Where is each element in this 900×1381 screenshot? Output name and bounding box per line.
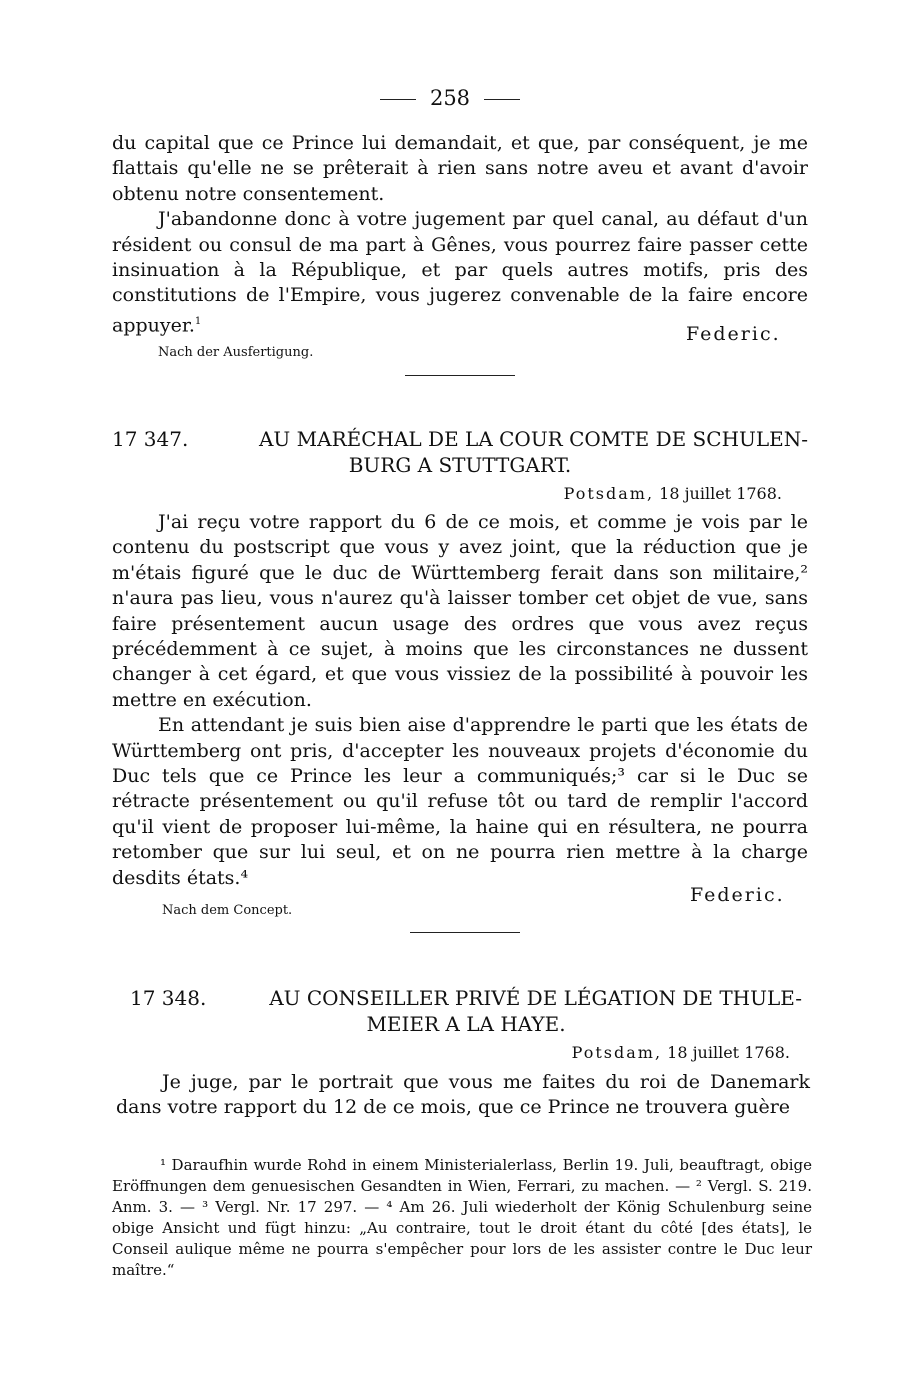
separator-rule-2 (410, 932, 520, 933)
footnotes (112, 1155, 812, 1281)
signature-2: Federic. (690, 884, 785, 906)
letter-paragraph-2: En attendant je suis bien aise d'apprendre le parti que les états de Württemberg ont pris, d'accepter les nouveaux projets d'économie du Duc tels que ce Prince les leur a communiqués;³ car si le Duc se rétracte présentement ou qu'il refuse tôt ou tard de remplir l'accord qu'il vient de proposer lui-même, la haine qui en résultera, ne pourra retomber que sur lui seul, et on ne pourra rien mettre à la charge desdits états.⁴ (112, 714, 808, 889)
letter-place-date (564, 484, 782, 503)
letter-title-line-2: MEIER A LA HAYE. (366, 1012, 566, 1036)
source-note-1: Nach der Ausfertigung. (158, 345, 314, 360)
letter-title-line-1: AU MARÉCHAL DE LA COUR COMTE DE SCHULEN- (258, 427, 808, 451)
letter-heading-17348 (130, 985, 802, 1037)
dash-left (380, 99, 416, 100)
letter-body-17347 (112, 510, 808, 891)
separator-rule-1 (405, 375, 515, 376)
letter-place: Potsdam, (571, 1043, 663, 1062)
signature-1: Federic. (686, 323, 781, 345)
dash-right (484, 99, 520, 100)
letter-heading-17347 (112, 426, 808, 478)
letter-body-17348 (116, 1070, 810, 1121)
letter-number: 17 347. (112, 427, 189, 451)
letter-title-line-2: BURG A STUTTGART. (348, 453, 572, 477)
page-number-line (0, 86, 900, 110)
continuation-text (112, 131, 808, 339)
letter-place: Potsdam, (563, 484, 655, 503)
footnote-ref-1: 1 (194, 315, 202, 327)
continuation-paragraph-1: du capital que ce Prince lui demandait, et que, par conséquent, je me flattais qu'elle ne se prêterait à rien sans notre aveu et avant d'avoir obtenu notre consentement. (112, 132, 808, 205)
letter-title-line-1: AU CONSEILLER PRIVÉ DE LÉGATION DE THULE- (269, 986, 802, 1010)
source-note-2: Nach dem Concept. (162, 903, 293, 918)
page-number: 258 (429, 86, 471, 110)
letter-paragraph-1: Je juge, par le portrait que vous me faites du roi de Danemark dans votre rapport du 12 de ce mois, que ce Prince ne trouvera guère (116, 1071, 810, 1119)
footnotes-text: ¹ Daraufhin wurde Rohd in einem Ministerialerlass, Berlin 19. Juli, beauftragt, obige Eröffnungen dem genuesischen Gesandten in Wien, Ferrari, zu machen. — ² Vergl. S. 219. Anm. 3. — ³ Vergl. Nr. 17 297. — ⁴ Am 26. Juli wiederholt der König Schulenburg seine obige Ansicht und fügt hinzu: „Au contraire, tout le droit étant du côté [des états], le Conseil aulique même ne pourra s'empêcher pour lors de les assister contre le Duc leur maître.“ (112, 1156, 812, 1279)
letter-date: 18 juillet 1768. (659, 484, 782, 503)
continuation-paragraph-2 (112, 207, 808, 338)
letter-number: 17 348. (130, 986, 207, 1010)
letter-date: 18 juillet 1768. (667, 1043, 790, 1062)
letter-place-date (572, 1043, 790, 1062)
continuation-paragraph-2-text: J'abandonne donc à votre jugement par quel canal, au défaut d'un résident ou consul de ma part à Gênes, vous pourrez faire passer cette insinuation à la République, et par quels autres motifs, pris des constitutions de l'Empire, vous jugerez convenable de la faire encore appuyer. (112, 208, 808, 337)
letter-paragraph-1: J'ai reçu votre rapport du 6 de ce mois, et comme je vois par le contenu du postscript que vous y avez joint, que la réduction que je m'étais figuré que le duc de Württemberg ferait dans son militaire,² n'aura pas lieu, vous n'aurez qu'à laisser tomber cet objet de vue, sans faire présentement aucun usage des ordres que vous avez reçus précédemment à ce sujet, à moins que les circonstances ne dussent changer à cet égard, et que vous vissiez de la possibilité à pouvoir les mettre en exécution. (112, 511, 808, 711)
